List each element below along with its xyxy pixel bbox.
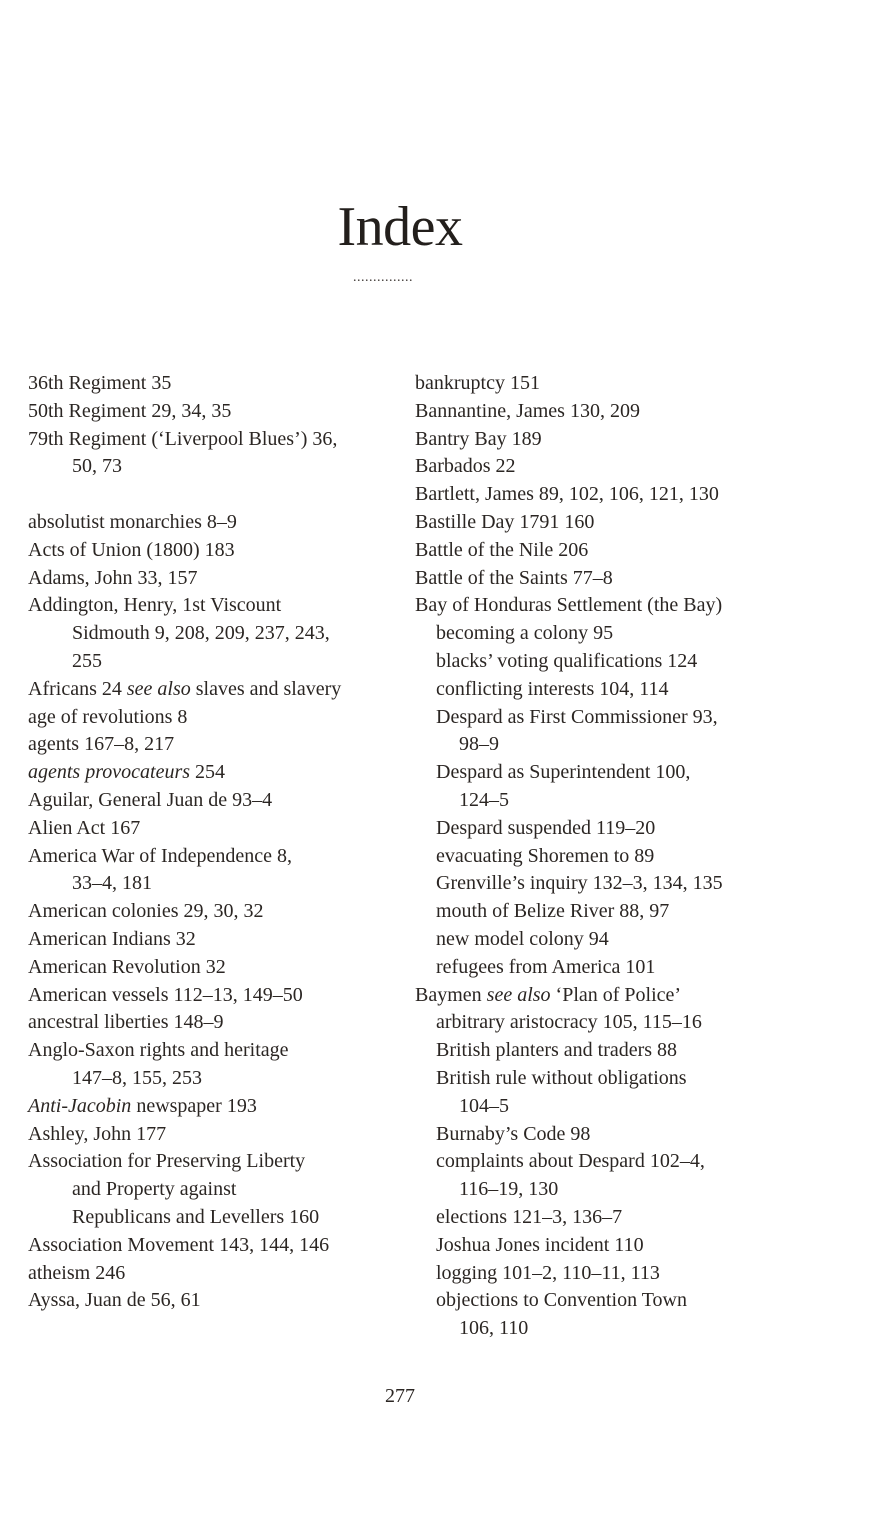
index-subentry: evacuating Shoremen to 89 (436, 844, 655, 867)
index-entry: 50th Regiment 29, 34, 35 (28, 399, 232, 422)
index-subentry: conflicting interests 104, 114 (436, 677, 669, 700)
index-entry: ancestral liberties 148–9 (28, 1011, 224, 1034)
index-subentry: Joshua Jones incident 110 (436, 1233, 644, 1256)
entry-text: ‘Plan of Police’ (550, 983, 682, 1006)
letter-group-gap (28, 481, 408, 509)
index-subentry: Despard as First Commissioner 93, (436, 705, 718, 728)
index-subentry: arbitrary aristocracy 105, 115–16 (436, 1011, 702, 1034)
index-entry: Adams, John 33, 157 (28, 566, 198, 589)
index-entry-continuation: 106, 110 (459, 1317, 529, 1340)
index-entry-continuation: 255 (72, 649, 102, 672)
index-entry: Barbados 22 (415, 455, 516, 478)
index-column-right (415, 370, 785, 1343)
entry-text: Baymen (415, 983, 487, 1006)
index-entry: absolutist monarchies 8–9 (28, 510, 237, 533)
index-entry-continuation: 33–4, 181 (72, 872, 152, 895)
italic-term: agents provocateurs (28, 761, 191, 784)
page-title: Index (337, 196, 463, 258)
index-entry: Association Movement 143, 144, 146 (28, 1233, 330, 1256)
index-entry: Bantry Bay 189 (415, 427, 542, 450)
index-column-left (28, 370, 408, 1315)
index-entry: age of revolutions 8 (28, 705, 188, 728)
index-entry: American Revolution 32 (28, 955, 226, 978)
see-also-italic: see also (486, 983, 551, 1006)
index-subentry: British rule without obligations (436, 1066, 687, 1089)
entry-text: newspaper 193 (131, 1094, 257, 1117)
index-entry: Bastille Day 1791 160 (415, 510, 595, 533)
index-subentry: elections 121–3, 136–7 (436, 1205, 623, 1228)
see-also-italic: see also (126, 677, 191, 700)
page-number: 277 (385, 1385, 415, 1407)
index-entry: atheism 246 (28, 1261, 126, 1284)
index-entry: Acts of Union (1800) 183 (28, 538, 235, 561)
index-entry-continuation: 104–5 (459, 1094, 509, 1117)
index-entry: America War of Independence 8, (28, 844, 293, 867)
index-entry (28, 759, 408, 787)
title-ornament: ............... (353, 270, 413, 285)
index-entry-continuation: 116–19, 130 (459, 1178, 559, 1201)
index-entry: American vessels 112–13, 149–50 (28, 983, 303, 1006)
index-entry: Addington, Henry, 1st Viscount (28, 594, 282, 617)
index-entry-continuation: Republicans and Levellers 160 (72, 1205, 320, 1228)
entry-text: slaves and slavery (190, 677, 342, 700)
index-entry: Aguilar, General Juan de 93–4 (28, 788, 273, 811)
index-entry: Association for Preserving Liberty (28, 1150, 306, 1173)
index-entry: American Indians 32 (28, 927, 196, 950)
index-entry: Battle of the Saints 77–8 (415, 566, 613, 589)
index-subentry: refugees from America 101 (436, 955, 656, 978)
index-entry: Bartlett, James 89, 102, 106, 121, 130 (415, 483, 719, 506)
index-entry-continuation: 147–8, 155, 253 (72, 1066, 202, 1089)
index-subentry: becoming a colony 95 (436, 622, 614, 645)
index-subentry: Despard as Superintendent 100, (436, 761, 691, 784)
index-entry: Ayssa, Juan de 56, 61 (28, 1289, 201, 1312)
index-subentry: new model colony 94 (436, 927, 609, 950)
index-entry-continuation: Sidmouth 9, 208, 209, 237, 243, (72, 622, 330, 645)
index-entry: Alien Act 167 (28, 816, 141, 839)
index-entry: Battle of the Nile 206 (415, 538, 589, 561)
index-entry: Bannantine, James 130, 209 (415, 399, 640, 422)
index-subentry: British planters and traders 88 (436, 1039, 678, 1062)
index-entry: 79th Regiment (‘Liverpool Blues’) 36, (28, 427, 338, 450)
index-subentry: objections to Convention Town (436, 1289, 687, 1312)
index-entry-continuation: 124–5 (459, 788, 509, 811)
index-entry (28, 676, 408, 704)
index-entry: 36th Regiment 35 (28, 372, 172, 394)
index-entry: bankruptcy 151 (415, 372, 540, 394)
index-subentry: mouth of Belize River 88, 97 (436, 900, 670, 923)
index-entry-continuation: and Property against (72, 1178, 237, 1201)
index-entry: Bay of Honduras Settlement (the Bay) (415, 594, 723, 617)
index-entry (28, 1093, 408, 1121)
entry-text: 254 (190, 761, 226, 784)
index-subentry: logging 101–2, 110–11, 113 (436, 1261, 660, 1284)
index-entry: American colonies 29, 30, 32 (28, 900, 264, 923)
index-entry-continuation: 50, 73 (72, 455, 122, 478)
index-subentry: blacks’ voting qualifications 124 (436, 649, 698, 672)
index-subentry: complaints about Despard 102–4, (436, 1150, 705, 1173)
entry-text: Africans 24 (28, 677, 127, 700)
index-subentry: Grenville’s inquiry 132–3, 134, 135 (436, 872, 723, 895)
index-subentry: Burnaby’s Code 98 (436, 1122, 591, 1145)
index-entry-continuation: 98–9 (459, 733, 499, 756)
italic-term: Anti-Jacobin (28, 1094, 132, 1117)
index-entry: Ashley, John 177 (28, 1122, 167, 1145)
index-entry (415, 982, 785, 1010)
index-entry: Anglo-Saxon rights and heritage (28, 1039, 289, 1062)
index-subentry: Despard suspended 119–20 (436, 816, 656, 839)
index-entry: agents 167–8, 217 (28, 733, 175, 756)
